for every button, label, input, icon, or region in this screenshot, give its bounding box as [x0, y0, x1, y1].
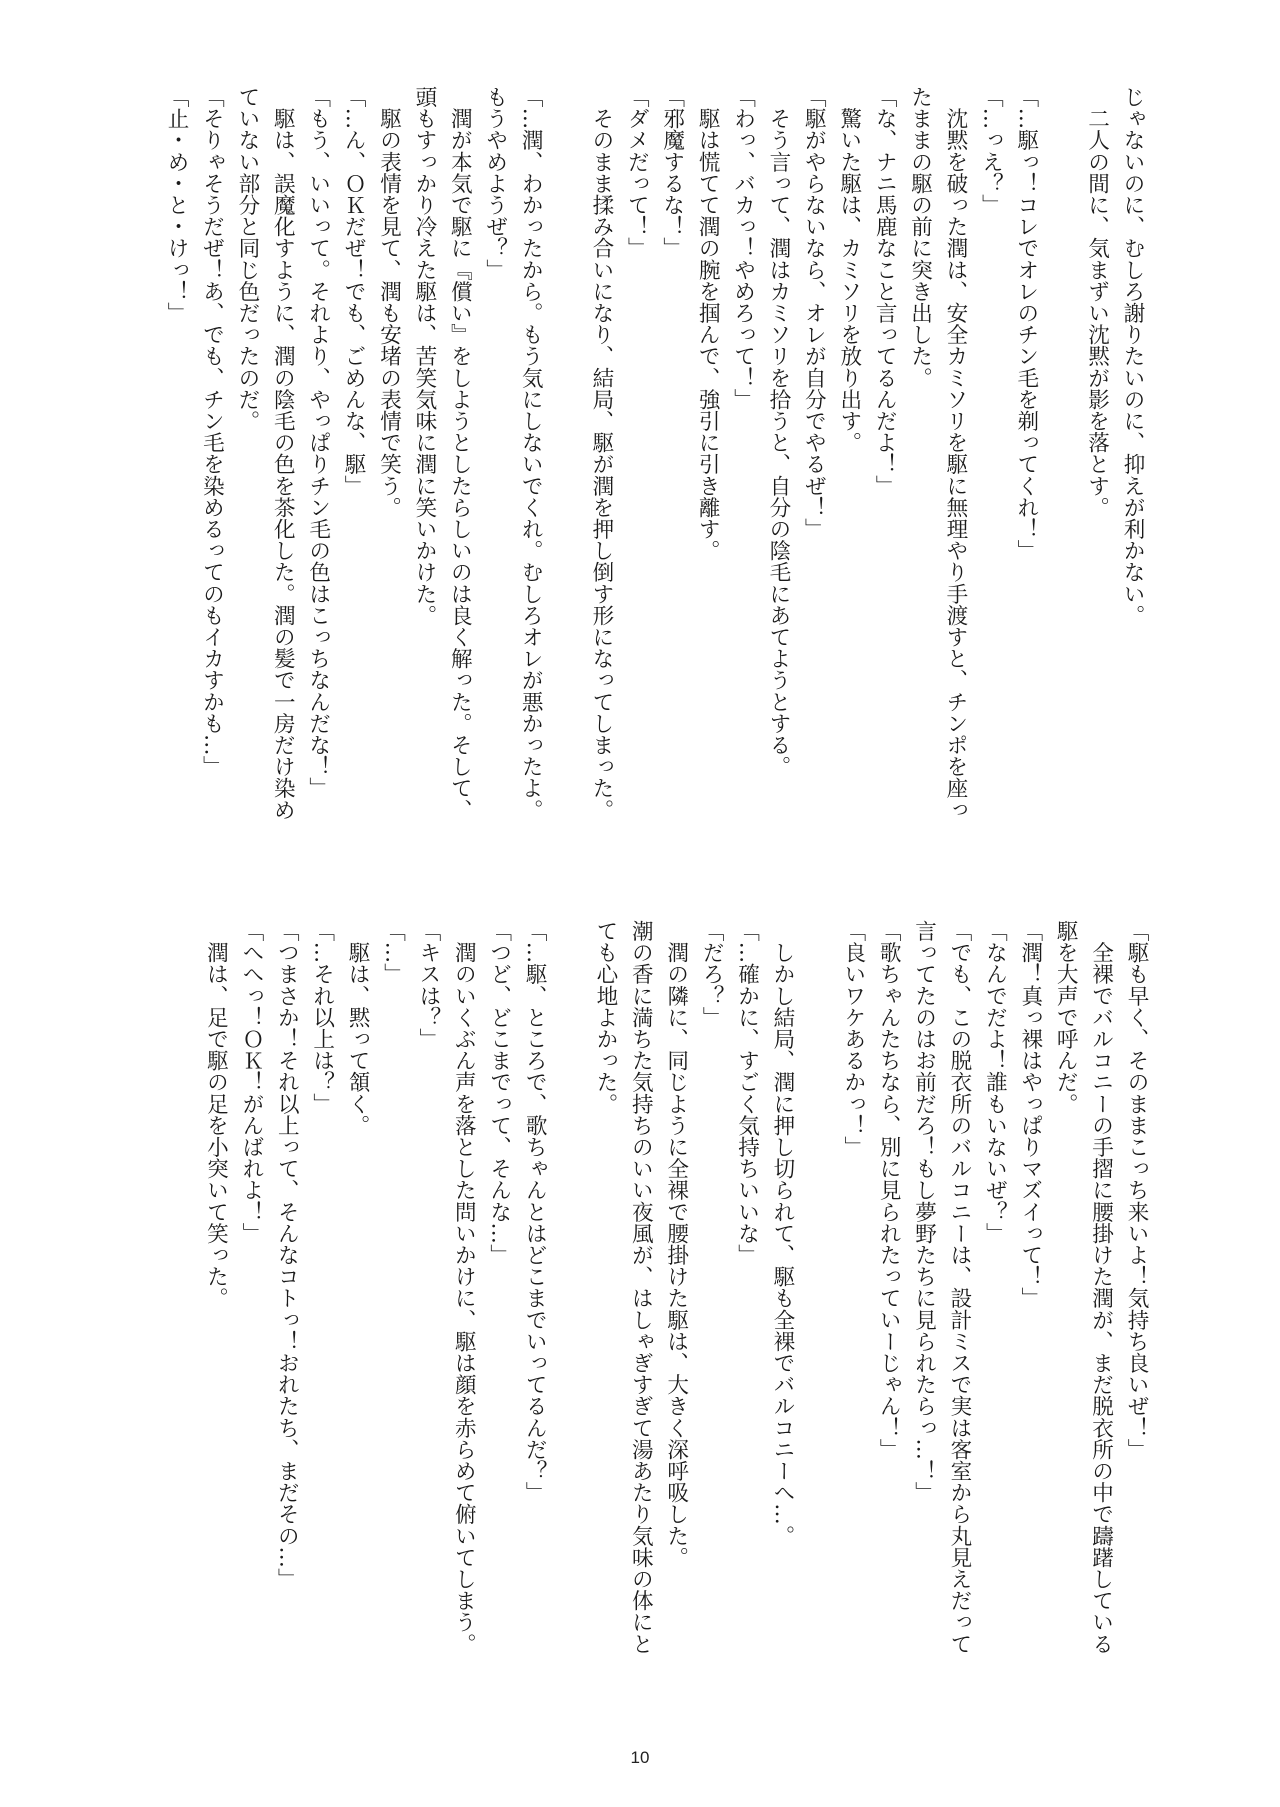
text-line: しかし結局、潤に押し切られて、駆も全裸でバルコニーへ…。: [769, 920, 795, 1547]
text-line: 潤のいくぶん声を落とした問いかけに、駆は顔を赤らめて俯いてしまう。: [451, 920, 477, 1655]
text-line: 潤は、足で駆の足を小突いて笑った。: [203, 920, 229, 1309]
text-line: 「…っえ？」: [978, 86, 1004, 216]
text-line: ていない部分と同じ色だったのだ。: [234, 86, 260, 432]
text-line: 「駆も早く、そのままこっち来いよ！気持ち良いぜ！」: [1124, 920, 1149, 1460]
text-line: 二人の間に、気まずい沈黙が影を落とす。: [1084, 86, 1110, 518]
text-line: 「…それ以上は？」: [309, 920, 335, 1115]
text-line: 「…駆、ところで、歌ちゃんとはどこまでいってるんだ？」: [522, 920, 548, 1504]
text-line: 「へへっ！ＯＫ！がんばれよ！」: [238, 920, 264, 1244]
text-line: 駆の表情を見て、潤も安堵の表情で笑う。: [376, 86, 402, 518]
text-line: 駆は、黙って頷く。: [345, 920, 371, 1136]
text-line: 「つど、どこまでって、そんな…」: [486, 920, 512, 1266]
text-line: 「止・め・と・けっ！」: [164, 86, 190, 324]
text-line: 潤の隣に、同じように全裸で腰掛けた駆は、大きく深呼吸した。: [663, 920, 689, 1568]
text-block-bottom: [198, 920, 1154, 1710]
text-line: 「な、ナニ馬鹿なこと言ってるんだよ！」: [872, 86, 898, 497]
text-line: 「ダメだって！」: [624, 86, 650, 259]
text-line: そのまま揉み合いになり、結局、駆が潤を押し倒す形になってしまった。: [588, 86, 614, 821]
text-line: 「…確かに、すごく気持ちいいな」: [734, 920, 760, 1266]
text-block-top: [159, 86, 1150, 846]
text-line: じゃないのに、むしろ謝りたいのに、抑えが利かない。: [1120, 86, 1145, 626]
text-line: 「…潤、わかったから。もう気にしないでくれ。むしろオレが悪かったよ。: [518, 86, 544, 821]
text-line: 「良いワケあるかっ！」: [840, 920, 866, 1158]
text-line: そう言って、潤はカミソリを拾うと、自分の陰毛にあてようとする。: [765, 86, 791, 778]
text-line: 「…駆っ！コレでオレのチン毛を剃ってくれ！」: [1013, 86, 1039, 562]
blank-line: [1044, 86, 1079, 846]
text-line: 「でも、この脱衣所のバルコニーは、設計ミスで実は客室から丸見えだって: [946, 920, 972, 1655]
text-line: もうやめようぜ？」: [482, 86, 508, 281]
blank-line: [552, 920, 587, 1710]
text-line: 頭もすっかり冷えた駆は、苦笑気味に潤に笑いかけた。: [411, 86, 437, 626]
text-line: 驚いた駆は、カミソリを放り出す。: [836, 86, 862, 454]
text-line: 「邪魔するな！」: [659, 86, 685, 259]
text-line: 「だろ？」: [699, 920, 725, 1028]
text-line: 「駆がやらないなら、オレが自分でやるぜ！」: [801, 86, 827, 540]
text-line: 沈黙を破った潤は、安全カミソリを駆に無理やり手渡すと、チンポを座っ: [942, 86, 968, 821]
text-line: 「そりゃそうだぜ！あ、でも、チン毛を染めるってのもイカすかも…」: [199, 86, 225, 778]
text-line: 駆は、誤魔化すように、潤の陰毛の色を茶化した。潤の髪で一房だけ染め: [270, 86, 296, 821]
text-line: 「もう、いいって。それより、やっぱりチン毛の色はこっちなんだな！」: [305, 86, 331, 799]
text-line: 駆は慌てて潤の腕を掴んで、強引に引き離す。: [695, 86, 721, 562]
text-line: 駆を大声で呼んだ。: [1053, 920, 1079, 1115]
text-line: 「なんでだよ！誰もいないぜ？」: [982, 920, 1008, 1244]
text-line: ても心地よかった。: [592, 920, 618, 1115]
blank-line: [548, 86, 583, 846]
text-line: 「キスは？」: [415, 920, 441, 1050]
page-number: 10: [630, 1748, 650, 1767]
blank-line: [800, 920, 835, 1710]
text-line: 言ってたのはお前だろ！もし夢野たちに見られたらっ…！」: [911, 920, 937, 1504]
text-line: 「わっ、バカっ！やめろって！」: [730, 86, 756, 410]
text-line: 「…」: [380, 920, 406, 985]
text-line: 潮の香に満ちた気持ちのいい夜風が、はしゃぎすぎて湯あたり気味の体にと: [628, 920, 654, 1655]
text-line: 「…ん、ＯＫだぜ！でも、ごめんな、駆」: [341, 86, 367, 497]
text-line: 「歌ちゃんたちなら、別に見られたっていーじゃん！」: [876, 920, 902, 1460]
text-line: 「つまさか！それ以上って、そんなコトっ！おれたち、まだその…」: [274, 920, 300, 1590]
text-line: 全裸でバルコニーの手摺に腰掛けた潤が、まだ脱衣所の中で躊躇している: [1088, 920, 1114, 1655]
text-line: 潤が本気で駆に『償い』をしようとしたらしいのは良く解った。そして、: [447, 86, 473, 821]
text-line: 「潤！真っ裸はやっぱりマズイって！」: [1017, 920, 1043, 1309]
text-line: たままの駆の前に突き出した。: [907, 86, 933, 389]
